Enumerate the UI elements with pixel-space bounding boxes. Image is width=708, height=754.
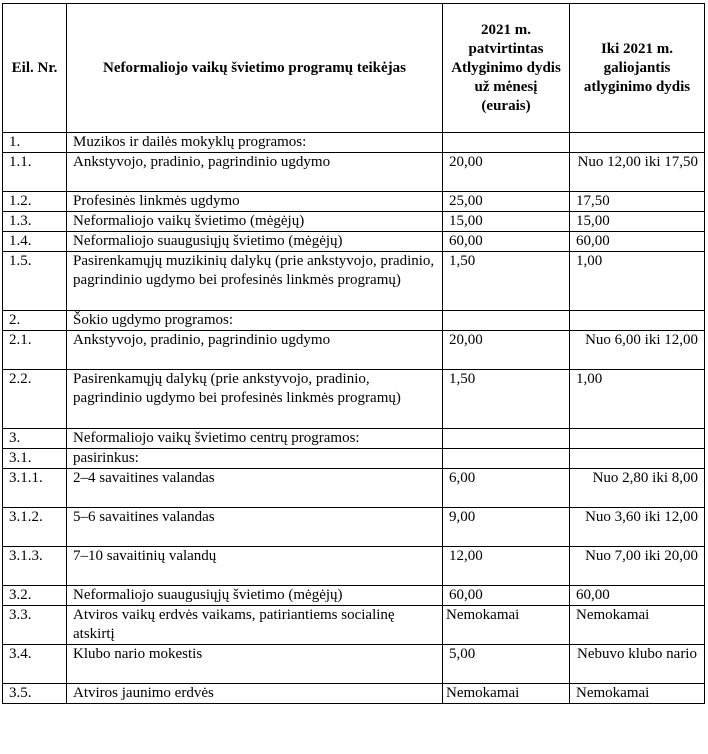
row-fee-2021: 20,00 [443, 153, 570, 192]
row-provider: Muzikos ir dailės mokyklų programos: [67, 133, 443, 153]
row-number: 3.5. [3, 684, 67, 704]
table-row [3, 232, 705, 252]
row-provider: Ankstyvojo, pradinio, pagrindinio ugdymo [67, 331, 443, 370]
row-fee-2021: 25,00 [443, 192, 570, 212]
row-fee-2021 [443, 311, 570, 331]
row-provider: Neformaliojo suaugusiųjų švietimo (mėgėjų) [67, 232, 443, 252]
row-fee-2021 [443, 133, 570, 153]
table-row [3, 645, 705, 684]
row-fee-2021 [443, 449, 570, 469]
table-row [3, 133, 705, 153]
table-row [3, 508, 705, 547]
table-row [3, 429, 705, 449]
row-number: 1.3. [3, 212, 67, 232]
header-nr: Eil. Nr. [3, 4, 67, 133]
row-fee-2021: 1,50 [443, 370, 570, 429]
row-provider: Neformaliojo vaikų švietimo (mėgėjų) [67, 212, 443, 232]
table-row [3, 586, 705, 606]
row-number: 1.5. [3, 252, 67, 311]
row-fee-2021: Nemokamai [443, 684, 570, 704]
row-fee-old: 60,00 [570, 232, 705, 252]
header-provider: Neformaliojo vaikų švietimo programų teikėjas [67, 4, 443, 133]
row-fee-old [570, 133, 705, 153]
row-number: 1.2. [3, 192, 67, 212]
header-fee-old: Iki 2021 m. galiojantis atlyginimo dydis [570, 4, 705, 133]
row-fee-old: Nuo 3,60 iki 12,00 [570, 508, 705, 547]
table-row [3, 469, 705, 508]
row-number: 1. [3, 133, 67, 153]
table-row [3, 370, 705, 429]
row-provider: 2–4 savaitines valandas [67, 469, 443, 508]
row-provider: Šokio ugdymo programos: [67, 311, 443, 331]
row-number: 2.2. [3, 370, 67, 429]
row-number: 3.2. [3, 586, 67, 606]
row-fee-2021: Nemokamai [443, 606, 570, 645]
table-row [3, 192, 705, 212]
row-fee-old: Nuo 7,00 iki 20,00 [570, 547, 705, 586]
row-fee-old: Nebuvo klubo nario [570, 645, 705, 684]
row-fee-old: 1,00 [570, 252, 705, 311]
row-provider: 5–6 savaitines valandas [67, 508, 443, 547]
row-number: 3. [3, 429, 67, 449]
row-fee-old: 1,00 [570, 370, 705, 429]
row-provider: Neformaliojo vaikų švietimo centrų programos: [67, 429, 443, 449]
row-fee-2021: 9,00 [443, 508, 570, 547]
table-row [3, 153, 705, 192]
row-number: 2.1. [3, 331, 67, 370]
row-provider: pasirinkus: [67, 449, 443, 469]
row-number: 3.1. [3, 449, 67, 469]
table-row [3, 606, 705, 645]
row-fee-2021: 60,00 [443, 232, 570, 252]
row-provider: Pasirenkamųjų dalykų (prie ankstyvojo, pradinio, pagrindinio ugdymo bei profesinės linkmės programų) [67, 370, 443, 429]
row-fee-2021: 5,00 [443, 645, 570, 684]
row-fee-2021: 15,00 [443, 212, 570, 232]
row-fee-old: Nuo 12,00 iki 17,50 [570, 153, 705, 192]
table-row [3, 684, 705, 704]
row-number: 3.1.3. [3, 547, 67, 586]
row-provider: Atviros jaunimo erdvės [67, 684, 443, 704]
table-row [3, 311, 705, 331]
row-fee-2021: 60,00 [443, 586, 570, 606]
header-fee-2021: 2021 m. patvirtintas Atlyginimo dydis už mėnesį (eurais) [443, 4, 570, 133]
row-fee-old: 60,00 [570, 586, 705, 606]
row-fee-old: Nuo 2,80 iki 8,00 [570, 469, 705, 508]
row-number: 2. [3, 311, 67, 331]
row-fee-old: Nemokamai [570, 606, 705, 645]
row-number: 3.4. [3, 645, 67, 684]
row-provider: Pasirenkamųjų muzikinių dalykų (prie ankstyvojo, pradinio, pagrindinio ugdymo bei profesinės linkmės programų) [67, 252, 443, 311]
row-provider: Klubo nario mokestis [67, 645, 443, 684]
row-provider: Atviros vaikų erdvės vaikams, patiriantiems socialinę atskirtį [67, 606, 443, 645]
row-number: 3.1.1. [3, 469, 67, 508]
row-number: 3.3. [3, 606, 67, 645]
table-row [3, 212, 705, 232]
table-row [3, 449, 705, 469]
row-fee-2021 [443, 429, 570, 449]
row-fee-2021: 12,00 [443, 547, 570, 586]
table-row [3, 252, 705, 311]
row-provider: Neformaliojo suaugusiųjų švietimo (mėgėjų) [67, 586, 443, 606]
row-fee-old: 17,50 [570, 192, 705, 212]
row-fee-old: Nuo 6,00 iki 12,00 [570, 331, 705, 370]
row-fee-2021: 20,00 [443, 331, 570, 370]
row-number: 3.1.2. [3, 508, 67, 547]
row-fee-old: 15,00 [570, 212, 705, 232]
row-provider: 7–10 savaitinių valandų [67, 547, 443, 586]
row-number: 1.1. [3, 153, 67, 192]
row-fee-old [570, 449, 705, 469]
row-fee-2021: 6,00 [443, 469, 570, 508]
row-fee-2021: 1,50 [443, 252, 570, 311]
row-fee-old [570, 311, 705, 331]
row-fee-old [570, 429, 705, 449]
table-row [3, 547, 705, 586]
row-provider: Ankstyvojo, pradinio, pagrindinio ugdymo [67, 153, 443, 192]
table-row [3, 331, 705, 370]
row-provider: Profesinės linkmės ugdymo [67, 192, 443, 212]
header-row [3, 4, 705, 133]
row-fee-old: Nemokamai [570, 684, 705, 704]
fee-table [2, 3, 705, 704]
row-number: 1.4. [3, 232, 67, 252]
